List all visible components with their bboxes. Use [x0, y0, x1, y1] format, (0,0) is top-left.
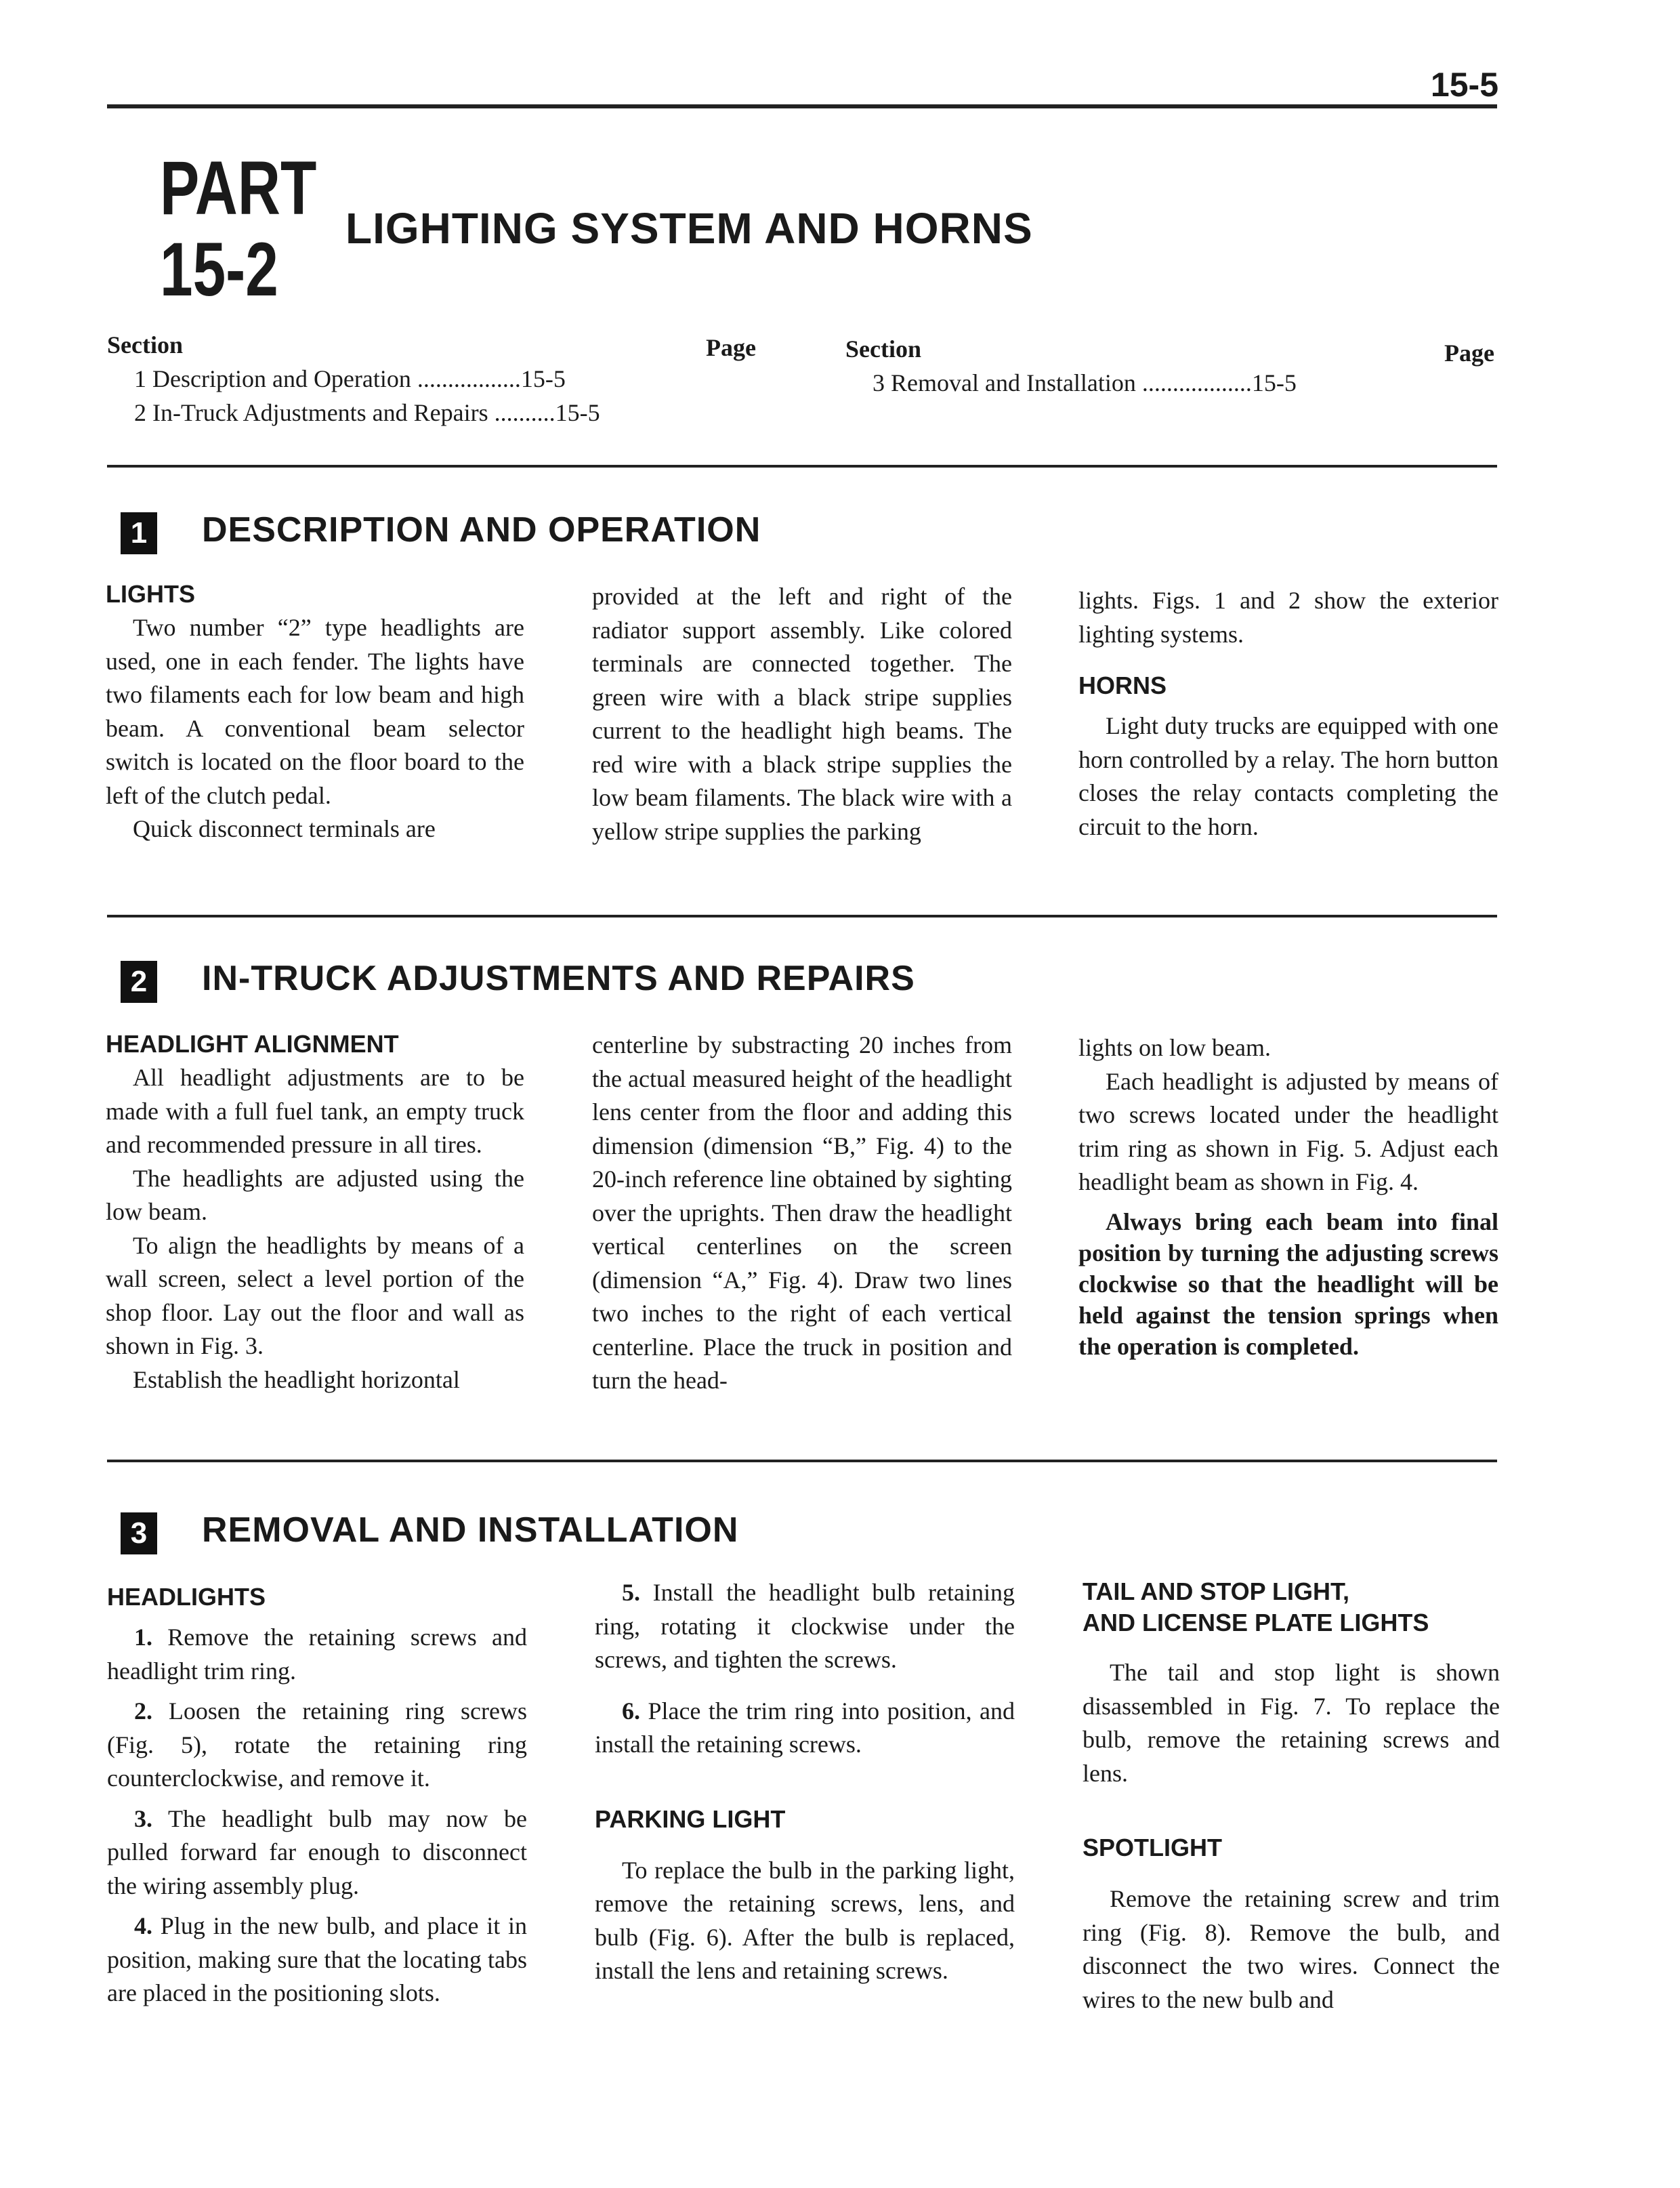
paragraph: Quick disconnect terminals are: [133, 815, 436, 842]
section-number-badge: 1: [121, 512, 157, 554]
part-label-line2: 15-2: [160, 227, 278, 312]
divider: [107, 915, 1497, 917]
section3-column3: [1083, 1576, 1500, 2017]
section-number-badge: 2: [121, 961, 157, 1003]
section2-column2: [592, 1029, 1012, 1398]
step-number: 2.: [134, 1697, 152, 1725]
paragraph: Light duty trucks are equipped with one horn controlled by a relay. The horn button closes the relay contacts completing the circuit to the horn.: [1078, 712, 1498, 840]
paragraph: centerline by substracting 20 inches from the actual measured height of the headlight lens center from the floor and adding this dimension (dimension “B,” Fig. 4) to the 20-inch reference line obtained by sighting over the uprights. Then draw the headlight vertical centerlines on the screen (dimension “A,” Fig. 4). Draw two lines two inches to the right of each vertical centerline. Place the truck in position and turn the head-: [592, 1031, 1012, 1394]
step-number: 3.: [134, 1804, 152, 1832]
paragraph: Remove the retaining screw and trim ring (Fig. 8). Remove the bulb, and disconnect the two wires. Connect the wires to the new bulb and: [1083, 1885, 1500, 2013]
section-title: REMOVAL AND INSTALLATION: [202, 1510, 739, 1550]
toc-entry: 1 Description and Operation .................15-5: [134, 365, 566, 392]
divider: [107, 1460, 1497, 1462]
toc-page-header-right: Page: [1444, 339, 1494, 367]
subheading: SPOTLIGHT: [1083, 1834, 1222, 1861]
step: [595, 1576, 1015, 1677]
paragraph: Establish the headlight horizontal: [133, 1365, 460, 1393]
step: [107, 1621, 527, 1688]
toc-section-header-right: Section: [845, 335, 921, 363]
subheading: HORNS: [1078, 672, 1167, 699]
subheading: LIGHTS: [106, 580, 195, 608]
step-number: 5.: [622, 1579, 640, 1606]
step-text: Place the trim ring into position, and install the retaining screws.: [595, 1697, 1015, 1758]
subheading: HEADLIGHTS: [107, 1583, 266, 1611]
step: [107, 1802, 527, 1903]
section2-column1: [106, 1027, 524, 1397]
header-rule: [107, 104, 1497, 108]
step: [107, 1910, 527, 2010]
step: [107, 1695, 527, 1796]
section1-column3: [1078, 584, 1498, 844]
page-number: 15-5: [1430, 66, 1498, 104]
subheading: PARKING LIGHT: [595, 1804, 786, 1833]
section3-column2: [595, 1576, 1015, 1988]
divider: [107, 465, 1497, 468]
toc-section-header-left: Section: [107, 331, 183, 358]
step-number: 4.: [134, 1912, 152, 1939]
section2-column3: [1078, 1031, 1498, 1362]
step-text: Remove the retaining screws and headlight trim ring.: [107, 1624, 528, 1685]
paragraph: provided at the left and right of the radiator support assembly. Like colored terminals are connected together. The green wire with a black stripe supplies current to the headlight high beams. The red wire with a black stripe supplies the low beam filaments. The black wire with a yellow stripe supplies the parking: [592, 583, 1012, 845]
step: [595, 1695, 1015, 1762]
section1-column2: [592, 580, 1012, 848]
step-number: 1.: [134, 1624, 152, 1651]
step-number: 6.: [622, 1697, 640, 1725]
subheading: HEADLIGHT ALIGNMENT: [106, 1030, 399, 1058]
part-title: LIGHTING SYSTEM AND HORNS: [345, 204, 1033, 253]
step-text: The headlight bulb may now be pulled forward far enough to disconnect the wiring assembly plug.: [107, 1804, 527, 1899]
paragraph: All headlight adjustments are to be made with a full fuel tank, an empty truck and recommended pressure in all tires.: [106, 1064, 524, 1158]
toc-page-header-left: Page: [706, 334, 756, 361]
step-text: Install the headlight bulb retaining ring, rotating it clockwise under the screws, and tighten the screws.: [595, 1579, 1015, 1673]
paragraph: The tail and stop light is shown disassembled in Fig. 7. To replace the bulb, remove the retaining screws and lens.: [1083, 1659, 1500, 1787]
paragraph: lights on low beam.: [1078, 1034, 1271, 1061]
section3-column1: [107, 1580, 527, 2010]
subheading: AND LICENSE PLATE LIGHTS: [1083, 1609, 1429, 1636]
subheading: TAIL AND STOP LIGHT,: [1083, 1577, 1350, 1605]
paragraph: lights. Figs. 1 and 2 show the exterior lighting systems.: [1078, 587, 1498, 648]
paragraph: The headlights are adjusted using the low beam.: [106, 1164, 524, 1225]
section-title: DESCRIPTION AND OPERATION: [202, 510, 761, 550]
step-text: Plug in the new bulb, and place it in position, making sure that the locating tabs are placed in the positioning slots.: [107, 1912, 528, 2006]
paragraph: To align the headlights by means of a wall screen, select a level portion of the shop floor. Lay out the floor and wall as shown in Fig. 3.: [106, 1231, 524, 1359]
section1-column1: [106, 577, 524, 846]
toc-entry: 3 Removal and Installation ..................15-5: [873, 369, 1297, 396]
paragraph: Each headlight is adjusted by means of two screws located under the headlight trim ring as shown in Fig. 5. Adjust each headlight beam as shown in Fig. 4.: [1078, 1067, 1498, 1195]
step-text: Loosen the retaining ring screws (Fig. 5), rotate the retaining ring counterclockwise, and remove it.: [107, 1697, 527, 1792]
section-number-badge: 3: [121, 1512, 157, 1554]
part-label-line1: PART: [160, 146, 317, 230]
section-title: IN-TRUCK ADJUSTMENTS AND REPAIRS: [202, 959, 915, 998]
caution-note: Always bring each beam into final position by turning the adjusting screws clockwise so that the headlight will be held against the tension springs when the operation is completed.: [1078, 1207, 1498, 1360]
paragraph: To replace the bulb in the parking light, remove the retaining screws, lens, and bulb (Fig. 6). After the bulb is replaced, install the lens and retaining screws.: [595, 1856, 1015, 1984]
toc-entry: 2 In-Truck Adjustments and Repairs ..........15-5: [134, 399, 600, 426]
paragraph: Two number “2” type headlights are used, one in each fender. The lights have two filaments each for low beam and high beam. A conventional beam selector switch is located on the floor board to the left of the clutch pedal.: [106, 614, 524, 809]
